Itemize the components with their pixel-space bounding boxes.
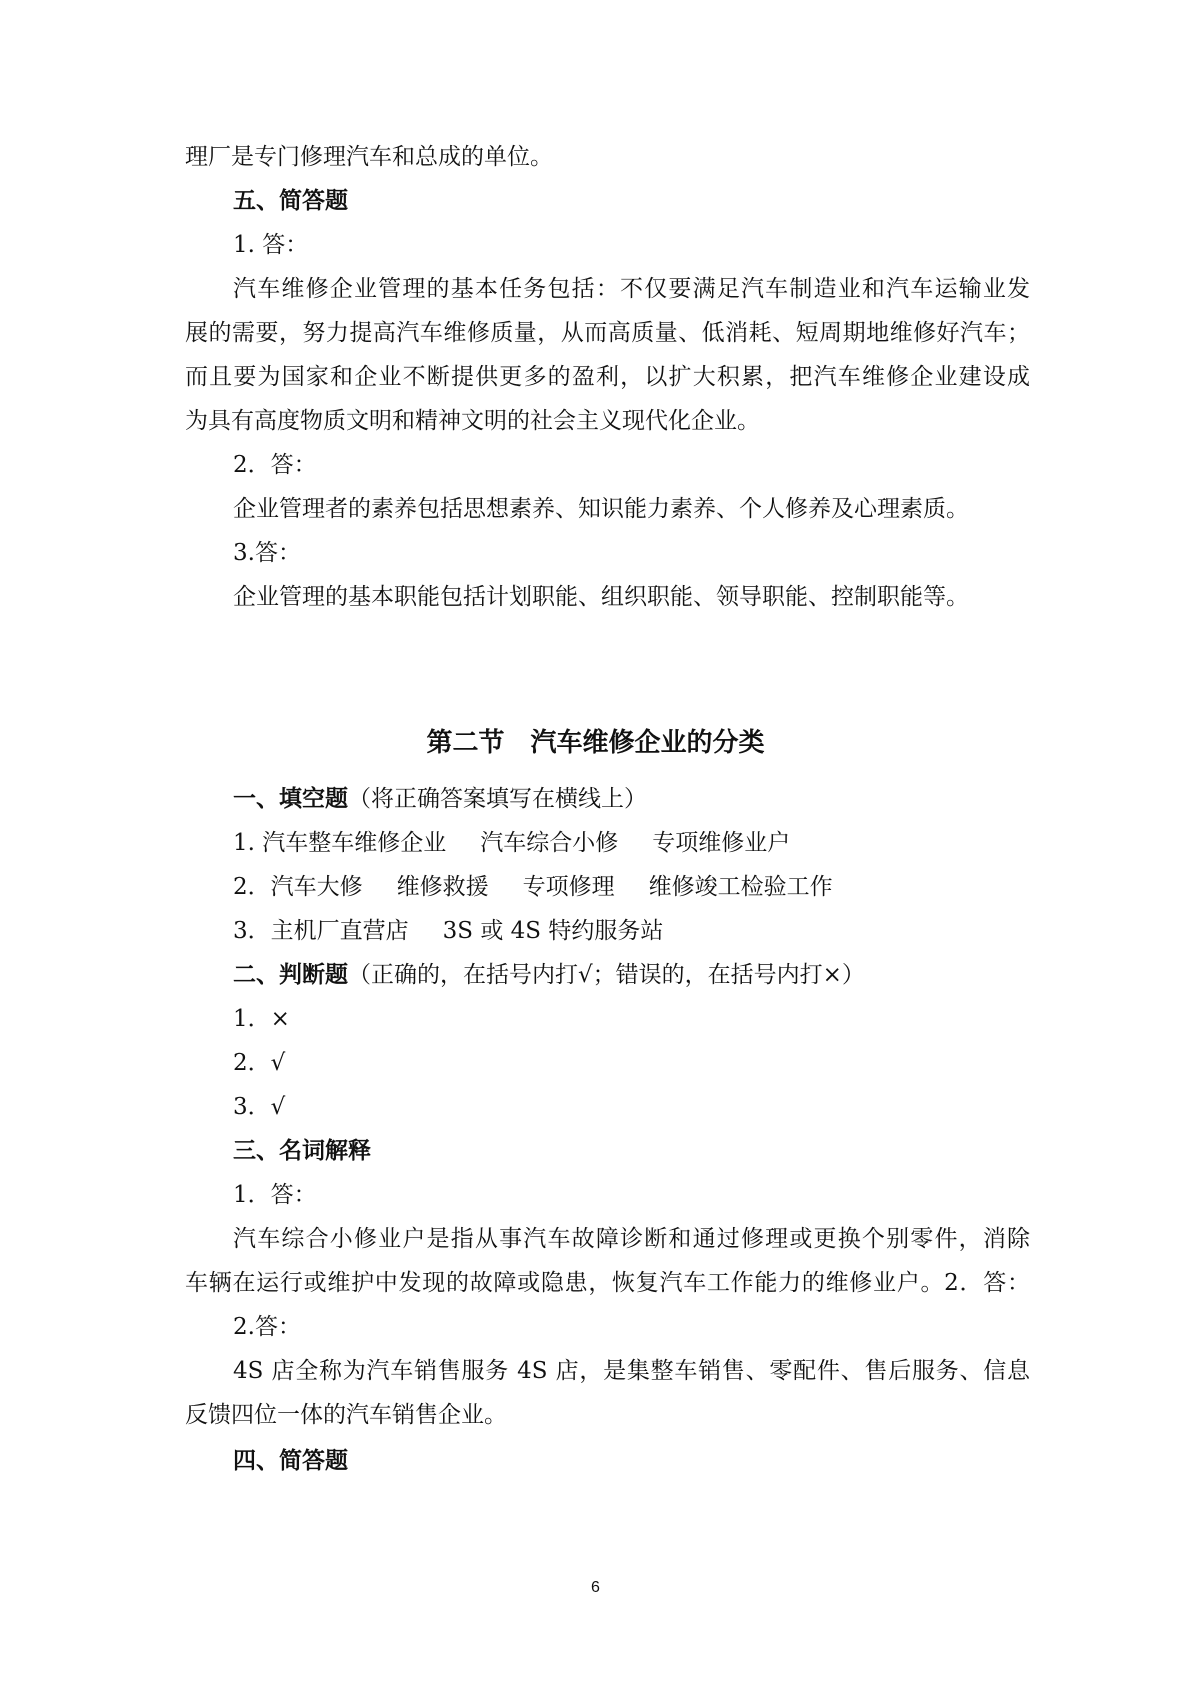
- page-number: 6: [591, 1579, 600, 1596]
- fill-answer-3-b: 3S 或 4S 特约服务站: [442, 918, 664, 944]
- fill-in-answer-1: [233, 828, 1030, 858]
- fill-answer-2-b: 维修救援: [396, 874, 489, 900]
- answer-1-line-3: 而且要为国家和企业不断提供更多的盈利，以扩大积累，把汽车维修企业建设成: [185, 364, 1030, 390]
- term-answer-2-line-2: 反馈四位一体的汽车销售企业。: [185, 1402, 507, 1428]
- judgement-heading-label: 二、判断题: [233, 961, 348, 988]
- fill-in-heading-label: 一、填空题: [233, 785, 348, 812]
- fill-answer-1-a: 1. 汽车整车维修企业: [233, 830, 447, 856]
- answer-1-line-2: 展的需要，努力提高汽车维修质量，从而高质量、低消耗、短周期地维修好汽车；: [185, 320, 1030, 346]
- fill-in-answer-3: [233, 916, 1030, 946]
- heading-short-answer-4: 四、简答题: [233, 1447, 348, 1474]
- terms-heading: 三、名词解释: [233, 1137, 371, 1164]
- fill-answer-1-b: 汽车综合小修: [480, 830, 619, 856]
- continued-paragraph: 理厂是专门修理汽车和总成的单位。: [185, 144, 553, 170]
- fill-in-heading-note: （将正确答案填写在横线上）: [348, 786, 647, 812]
- fill-answer-2-c: 专项修理: [522, 874, 615, 900]
- answer-1-line-4: 为具有高度物质文明和精神文明的社会主义现代化企业。: [185, 408, 760, 434]
- fill-in-answer-2: [233, 872, 1030, 902]
- answer-1-line-1: 汽车维修企业管理的基本任务包括：不仅要满足汽车制造业和汽车运输业发: [233, 276, 1030, 302]
- answer-1-label: 1. 答：: [233, 232, 309, 258]
- fill-answer-1-c: 专项维修业户: [652, 830, 791, 856]
- answer-3-label: 3.答：: [233, 540, 301, 566]
- term-answer-1-line-1: 汽车综合小修业户是指从事汽车故障诊断和通过修理或更换个别零件，消除: [233, 1226, 1030, 1252]
- fill-in-heading: [233, 784, 1030, 814]
- judgement-answer-2: 2．√: [233, 1050, 286, 1076]
- judgement-heading: [233, 960, 1030, 990]
- judgement-heading-note: （正确的，在括号内打√；错误的，在括号内打×）: [348, 962, 865, 988]
- term-answer-2-label: 2.答：: [233, 1314, 301, 1340]
- term-answer-2-line-1: 4S 店全称为汽车销售服务 4S 店，是集整车销售、零配件、售后服务、信息: [233, 1358, 1030, 1384]
- judgement-answer-1: 1．×: [233, 1006, 290, 1032]
- fill-answer-2-d: 维修竣工检验工作: [648, 874, 833, 900]
- fill-answer-3-a: 3．主机厂直营店: [233, 918, 409, 944]
- fill-answer-2-a: 2．汽车大修: [233, 874, 363, 900]
- term-answer-1-label: 1．答：: [233, 1182, 317, 1208]
- heading-short-answer-5: 五、简答题: [233, 187, 348, 214]
- section-title: 第二节 汽车维修企业的分类: [426, 728, 765, 758]
- answer-2-label: 2．答：: [233, 452, 317, 478]
- judgement-answer-3: 3．√: [233, 1094, 286, 1120]
- answer-2-text: 企业管理者的素养包括思想素养、知识能力素养、个人修养及心理素质。: [233, 496, 969, 522]
- answer-3-text: 企业管理的基本职能包括计划职能、组织职能、领导职能、控制职能等。: [233, 584, 969, 610]
- term-answer-1-line-2: 车辆在运行或维护中发现的故障或隐患，恢复汽车工作能力的维修业户。2．答：: [185, 1270, 1030, 1296]
